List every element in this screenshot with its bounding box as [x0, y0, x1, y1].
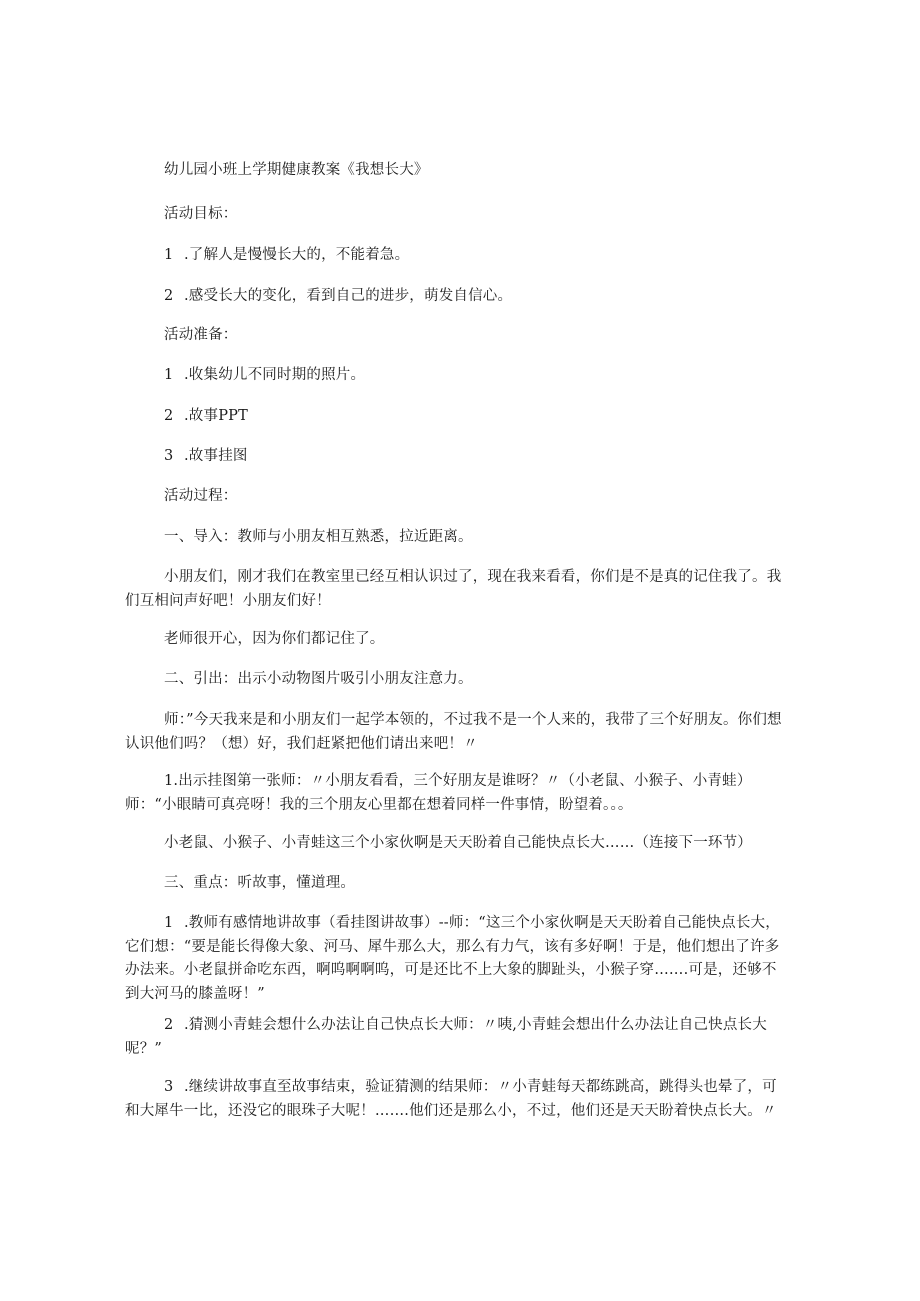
step-item-1: [125, 912, 785, 1006]
prep-item-3-text: .故事挂图: [184, 448, 248, 464]
prep-item-2-number: 2: [164, 408, 174, 424]
prep-heading: 活动准备：: [164, 327, 238, 343]
process-heading: 活动过程：: [164, 488, 238, 504]
prep-item-3-number: 3: [164, 448, 174, 464]
section-heading-2: 二、引出：出示小动物图片吸引小朋友注意力。: [164, 671, 473, 687]
prep-item-3: [164, 446, 248, 466]
paragraph-4: [125, 770, 785, 817]
paragraph-5: 小老鼠、小猴子、小青蛙这三个小家伙啊是天天盼着自己能快点长大……（连接下一环节）: [164, 835, 752, 851]
prep-item-1: [164, 365, 365, 385]
goal-item-2: [164, 286, 512, 306]
goal-item-1: [164, 245, 409, 265]
step-item-3-text: .继续讲故事直至故事结束，验证猜测的结果师：〃小青蛙每天都练跳高，跳得头也晕了，可和大犀牛一比，还没它的眼珠子大呢！…….他们还是那么小，不过，他们还是天天盼着快点长大。〃: [125, 1079, 777, 1119]
step-item-2: [125, 1014, 785, 1061]
paragraph-1-text: 小朋友们，刚才我们在教室里已经互相认识过了，现在我来看看，你们是不是真的记住我了。我们互相问声好吧！小朋友们好！: [125, 569, 782, 609]
paragraph-1: [125, 566, 785, 613]
goal-item-1-number: 1: [164, 247, 174, 263]
step-item-2-number: 2: [164, 1017, 174, 1033]
paragraph-4-text: 1.出示挂图第一张师：〃小朋友看看，三个好朋友是谁呀？〃（小老鼠、小猴子、小青蛙）师：“小眼睛可真亮呀！我的三个朋友心里都在想着同样一件事情，盼望着。。。: [125, 773, 752, 813]
document-title: 幼儿园小班上学期健康教案《我想长大》: [164, 162, 429, 178]
goal-item-2-text: .感受长大的变化，看到自己的进步，萌发自信心。: [184, 288, 513, 304]
prep-item-2: [164, 406, 248, 426]
step-item-1-number: 1: [164, 915, 174, 931]
step-item-2-text: .猜测小青蛙会想什么办法让自己快点长大师：〃咦,小青蛙会想出什么办法让自己快点长大呢？”: [125, 1017, 767, 1057]
section-heading-3: 三、重点：听故事，懂道理。: [164, 875, 356, 891]
prep-item-1-number: 1: [164, 367, 174, 383]
goals-heading: 活动目标：: [164, 206, 238, 222]
prep-item-1-text: .收集幼儿不同时期的照片。: [184, 367, 366, 383]
prep-item-2-text: .故事PPT: [184, 408, 248, 424]
goal-item-2-number: 2: [164, 288, 174, 304]
step-item-3-number: 3: [164, 1079, 174, 1095]
paragraph-3: [125, 709, 785, 756]
paragraph-3-text: 师：”今天我来是和小朋友们一起学本领的，不过我不是一个人来的，我带了三个好朋友。你们想认识他们吗？（想）好，我们赶紧把他们请出来吧！〃: [125, 712, 782, 752]
section-heading-1: 一、导入：教师与小朋友相互熟悉，拉近距离。: [164, 529, 473, 545]
goal-item-1-text: .了解人是慢慢长大的，不能着急。: [184, 247, 410, 263]
step-item-1-text: .教师有感情地讲故事（看挂图讲故事）--师：“这三个小家伙啊是天天盼着自己能快点长大，它们想：“要是能长得像大象、河马、犀牛那么大，那么有力气，该有多好啊！于是，他们想出了许多办法来。小老鼠拼命吃东西，啊呜啊啊呜，可是还比不上大象的脚趾头，小猴子穿…….可是，还够不到大河马的膝盖呀！”: [125, 915, 780, 1002]
step-item-3: [125, 1076, 785, 1123]
paragraph-2: 老师很开心，因为你们都记住了。: [164, 631, 385, 647]
